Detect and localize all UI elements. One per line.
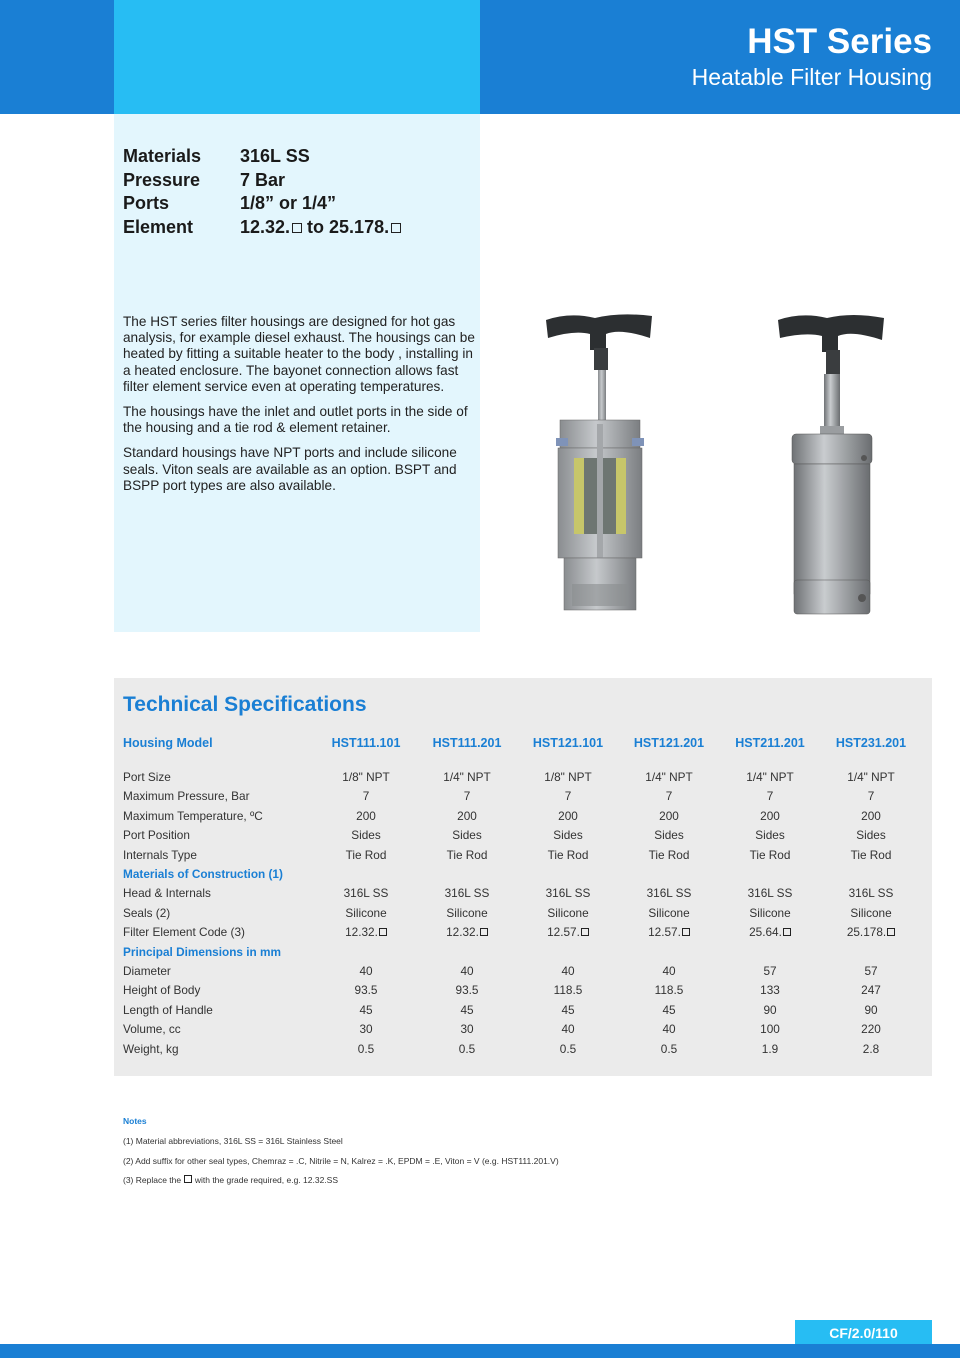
grade-box-icon	[783, 928, 791, 936]
table-cell	[821, 886, 921, 900]
note-item: (1) Material abbreviations, 316L SS = 316L Stainless Steel	[123, 1136, 343, 1146]
cell-value: 316L SS	[848, 886, 894, 901]
table-section-row	[0, 867, 960, 886]
description-paragraph: The HST series filter housings are designed for hot gas analysis, for example diesel exhaust. The housings can be heated by fitting a suitable heater to the body , installing in a heated enclosure. The bayonet connection allows fast filter element service even at operating temperatures.	[123, 314, 475, 394]
cell-value: 200	[457, 808, 477, 823]
table-cell	[619, 1003, 719, 1017]
table-cell	[720, 770, 820, 784]
table-cell	[720, 1042, 820, 1056]
grade-box-icon	[391, 223, 401, 233]
spec-value: 1/8” or 1/4”	[240, 193, 337, 214]
table-cell	[417, 925, 517, 939]
cell-value: 12.32.	[446, 925, 479, 940]
cell-value: 45	[359, 1002, 373, 1017]
cell-value: 2.8	[862, 1041, 880, 1056]
document-code: CF/2.0/110	[795, 1320, 932, 1347]
cell-value: 7	[665, 789, 673, 804]
table-cell	[720, 1003, 820, 1017]
table-cell	[720, 983, 820, 997]
header-left-block	[0, 0, 114, 114]
table-cell	[821, 1022, 921, 1036]
table-cell	[821, 983, 921, 997]
table-row	[0, 906, 960, 925]
table-cell	[518, 809, 618, 823]
table-cell	[518, 770, 618, 784]
table-cell	[417, 983, 517, 997]
table-cell	[518, 1042, 618, 1056]
cell-value: 1/4" NPT	[645, 770, 693, 784]
table-cell	[518, 925, 618, 939]
model-column-header: HST231.201	[835, 736, 907, 750]
cell-value: 12.32.	[345, 925, 378, 940]
table-cell	[518, 886, 618, 900]
table-cell	[518, 1003, 618, 1017]
table-row	[0, 1003, 960, 1022]
table-cell	[619, 964, 719, 978]
assembled-housing-illustration	[772, 308, 892, 618]
cell-value: 200	[659, 808, 679, 823]
cell-value: Silicone	[446, 905, 488, 920]
table-cell	[316, 809, 416, 823]
table-row	[0, 828, 960, 847]
table-cell	[518, 1022, 618, 1036]
table-cell	[417, 1042, 517, 1056]
header-accent-block	[114, 0, 480, 114]
cell-value: 45	[662, 1002, 676, 1017]
table-cell	[316, 770, 416, 784]
spec-pressure	[123, 169, 401, 193]
table-cell	[619, 886, 719, 900]
row-label: Filter Element Code (3)	[123, 925, 245, 940]
table-cell	[518, 848, 618, 862]
cell-value: 7	[766, 789, 774, 804]
row-label: Weight, kg	[123, 1041, 179, 1056]
cell-value: 220	[861, 1022, 881, 1037]
model-column-header: HST111.101	[331, 736, 401, 750]
cell-value: 45	[561, 1002, 575, 1017]
cell-value: 40	[662, 964, 676, 978]
table-cell	[518, 789, 618, 803]
grade-box-icon	[480, 928, 488, 936]
row-label: Port Position	[123, 828, 190, 843]
cell-value: 40	[561, 964, 575, 978]
cell-value: Sides	[351, 828, 381, 843]
table-cell	[619, 770, 719, 784]
cell-value: 25.178.	[846, 925, 887, 940]
footer-bar	[0, 1344, 960, 1358]
table-cell	[720, 925, 820, 939]
cell-value: 316L SS	[747, 886, 793, 901]
table-cell	[619, 828, 719, 842]
grade-box-icon	[887, 928, 895, 936]
cutaway-housing-illustration	[540, 308, 660, 618]
table-cell	[619, 1022, 719, 1036]
description-paragraph: Standard housings have NPT ports and include silicone seals. Viton seals are available as an option. BSPT and BSPP port types are also available.	[123, 445, 457, 493]
table-cell	[821, 789, 921, 803]
cell-value: 90	[864, 1002, 878, 1017]
spec-value: 7 Bar	[240, 169, 286, 190]
grade-box-icon	[682, 928, 690, 936]
element-range-end: to 25.178.	[302, 216, 390, 237]
table-cell	[720, 886, 820, 900]
cell-value: Silicone	[345, 905, 387, 920]
model-column-header: HST211.201	[735, 736, 805, 750]
table-cell	[619, 809, 719, 823]
cell-value: 316L SS	[545, 886, 591, 901]
table-cell	[821, 964, 921, 978]
table-cell	[821, 770, 921, 784]
table-cell	[720, 809, 820, 823]
table-cell	[417, 770, 517, 784]
table-cell	[619, 906, 719, 920]
table-cell	[821, 1042, 921, 1056]
table-cell	[619, 848, 719, 862]
tech-spec-title: Technical Specifications	[123, 693, 367, 716]
note-text: (3) Replace the	[123, 1175, 184, 1185]
page-subtitle: Heatable Filter Housing	[691, 64, 932, 90]
page-title: HST Series	[747, 22, 932, 61]
cell-value: 118.5	[654, 983, 684, 998]
cell-value: 93.5	[354, 983, 378, 998]
cell-value: Sides	[856, 828, 886, 843]
spec-label: Materials	[123, 146, 202, 167]
table-section-row	[0, 945, 960, 964]
model-column-header: HST121.101	[532, 736, 604, 750]
table-row	[0, 886, 960, 905]
cell-value: 0.5	[660, 1041, 678, 1056]
grade-box-icon	[292, 223, 302, 233]
cell-value: 200	[356, 808, 376, 823]
section-label: Materials of Construction (1)	[123, 867, 283, 881]
spec-value	[240, 217, 401, 238]
table-cell	[720, 964, 820, 978]
row-label: Length of Handle	[123, 1002, 213, 1017]
cell-value: Silicone	[749, 905, 791, 920]
table-cell	[417, 848, 517, 862]
model-column-header: HST111.201	[432, 736, 502, 750]
row-label: Volume, cc	[123, 1022, 181, 1037]
table-cell	[821, 1003, 921, 1017]
cell-value: 316L SS	[444, 886, 490, 901]
row-label: Maximum Pressure, Bar	[123, 789, 250, 804]
spec-ports	[123, 192, 401, 216]
cell-value: 7	[564, 789, 572, 804]
table-cell	[720, 789, 820, 803]
note-item	[123, 1175, 559, 1195]
cell-value: 40	[561, 1022, 575, 1037]
cell-value: Tie Rod	[547, 847, 589, 862]
table-cell	[720, 848, 820, 862]
spec-label: Ports	[123, 193, 170, 214]
table-cell	[619, 925, 719, 939]
table-cell	[316, 1003, 416, 1017]
housing-model-header: Housing Model	[123, 736, 213, 750]
cell-value: 247	[861, 983, 881, 998]
cell-value: 200	[861, 808, 881, 823]
cell-value: Tie Rod	[850, 847, 892, 862]
table-cell	[316, 906, 416, 920]
spec-value: 316L SS	[240, 146, 310, 167]
table-cell	[417, 964, 517, 978]
table-cell	[417, 906, 517, 920]
cell-value: 118.5	[553, 983, 583, 998]
cell-value: Sides	[755, 828, 785, 843]
notes-title: Notes	[123, 1116, 147, 1126]
cell-value: 7	[867, 789, 875, 804]
cell-value: 90	[763, 1002, 777, 1017]
table-row	[0, 848, 960, 867]
table-row	[0, 925, 960, 944]
table-row	[0, 1042, 960, 1061]
cell-value: 7	[463, 789, 471, 804]
element-range-start: 12.32.	[240, 216, 291, 237]
row-label: Port Size	[123, 770, 171, 784]
table-cell	[619, 983, 719, 997]
row-label: Height of Body	[123, 983, 201, 998]
section-label: Principal Dimensions in mm	[123, 944, 281, 959]
cell-value: 0.5	[357, 1041, 375, 1056]
key-specs	[123, 145, 401, 239]
cell-value: 7	[362, 789, 370, 804]
cell-value: 1/4" NPT	[847, 770, 895, 784]
table-cell	[417, 1003, 517, 1017]
table-cell	[821, 848, 921, 862]
note-item: (2) Add suffix for other seal types, Chemraz = .C, Nitrile = N, Kalrez = .K, EPDM = .E, Viton = V (e.g. HST111.201.V)	[123, 1155, 559, 1166]
table-cell	[417, 886, 517, 900]
cell-value: 1.9	[761, 1041, 779, 1056]
table-cell	[417, 809, 517, 823]
table-cell	[619, 789, 719, 803]
table-cell	[316, 1042, 416, 1056]
cell-value: Tie Rod	[345, 847, 387, 862]
table-cell	[417, 1022, 517, 1036]
table-row	[0, 809, 960, 828]
table-cell	[417, 789, 517, 803]
cell-value: 30	[460, 1022, 474, 1037]
cell-value: Sides	[452, 828, 482, 843]
table-cell	[821, 809, 921, 823]
row-label: Head & Internals	[123, 886, 211, 901]
cell-value: 40	[460, 964, 474, 978]
cell-value: 100	[760, 1022, 780, 1037]
table-cell	[316, 886, 416, 900]
cell-value: 40	[359, 964, 373, 978]
table-cell	[821, 828, 921, 842]
grade-box-icon	[379, 928, 387, 936]
row-label: Internals Type	[123, 847, 197, 862]
grade-box-icon	[581, 928, 589, 936]
table-row	[0, 789, 960, 808]
cell-value: Sides	[553, 828, 583, 843]
table-cell	[417, 828, 517, 842]
description-paragraph: The housings have the inlet and outlet ports in the side of the housing and a tie rod & element retainer.	[123, 404, 468, 436]
cell-value: 316L SS	[646, 886, 692, 901]
row-label: Seals (2)	[123, 905, 171, 920]
table-cell	[821, 925, 921, 939]
spec-label: Element	[123, 216, 194, 237]
spec-element	[123, 216, 401, 240]
cell-value: 1/8" NPT	[544, 770, 592, 784]
cell-value: 133	[760, 983, 780, 998]
table-cell	[619, 1042, 719, 1056]
table-cell	[316, 1022, 416, 1036]
table-cell	[316, 828, 416, 842]
cell-value: 0.5	[458, 1041, 476, 1056]
cell-value: Sides	[654, 828, 684, 843]
cell-value: 1/4" NPT	[746, 770, 794, 784]
table-cell	[518, 983, 618, 997]
cell-value: 0.5	[559, 1041, 577, 1056]
cell-value: 316L SS	[343, 886, 389, 901]
spec-label: Pressure	[123, 169, 201, 190]
model-column-header: HST121.201	[633, 736, 705, 750]
cell-value: Silicone	[648, 905, 690, 920]
cell-value: 200	[760, 808, 780, 823]
row-label: Maximum Temperature, ºC	[123, 808, 263, 823]
cell-value: Tie Rod	[446, 847, 488, 862]
table-cell	[316, 925, 416, 939]
cell-value: 200	[558, 808, 578, 823]
table-cell	[821, 906, 921, 920]
table-row	[0, 964, 960, 983]
table-cell	[316, 848, 416, 862]
cell-value: 93.5	[455, 983, 479, 998]
cell-value: 1/4" NPT	[443, 770, 491, 784]
note-text: with the grade required, e.g. 12.32.SS	[192, 1175, 339, 1185]
cell-value: 12.57.	[547, 925, 580, 940]
cell-value: Silicone	[547, 905, 589, 920]
product-description	[123, 314, 475, 503]
table-row	[0, 770, 960, 789]
table-cell	[518, 964, 618, 978]
table-cell	[720, 828, 820, 842]
table-row	[0, 983, 960, 1002]
cell-value: 57	[864, 964, 878, 978]
spec-materials	[123, 145, 401, 169]
table-cell	[316, 964, 416, 978]
cell-value: Silicone	[850, 905, 892, 920]
table-cell	[720, 1022, 820, 1036]
cell-value: 12.57.	[648, 925, 681, 940]
table-cell	[518, 906, 618, 920]
table-cell	[316, 983, 416, 997]
table-cell	[316, 789, 416, 803]
cell-value: 1/8" NPT	[342, 770, 390, 784]
cell-value: 57	[763, 964, 777, 978]
cell-value: 40	[662, 1022, 676, 1037]
cell-value: 45	[460, 1002, 474, 1017]
cell-value: 25.64.	[749, 925, 782, 940]
table-cell	[518, 828, 618, 842]
cell-value: Tie Rod	[648, 847, 690, 862]
notes	[123, 1116, 559, 1195]
table-row	[0, 1022, 960, 1041]
row-label: Diameter	[123, 964, 171, 978]
cell-value: 30	[359, 1022, 373, 1037]
cell-value: Tie Rod	[749, 847, 791, 862]
table-cell	[720, 906, 820, 920]
